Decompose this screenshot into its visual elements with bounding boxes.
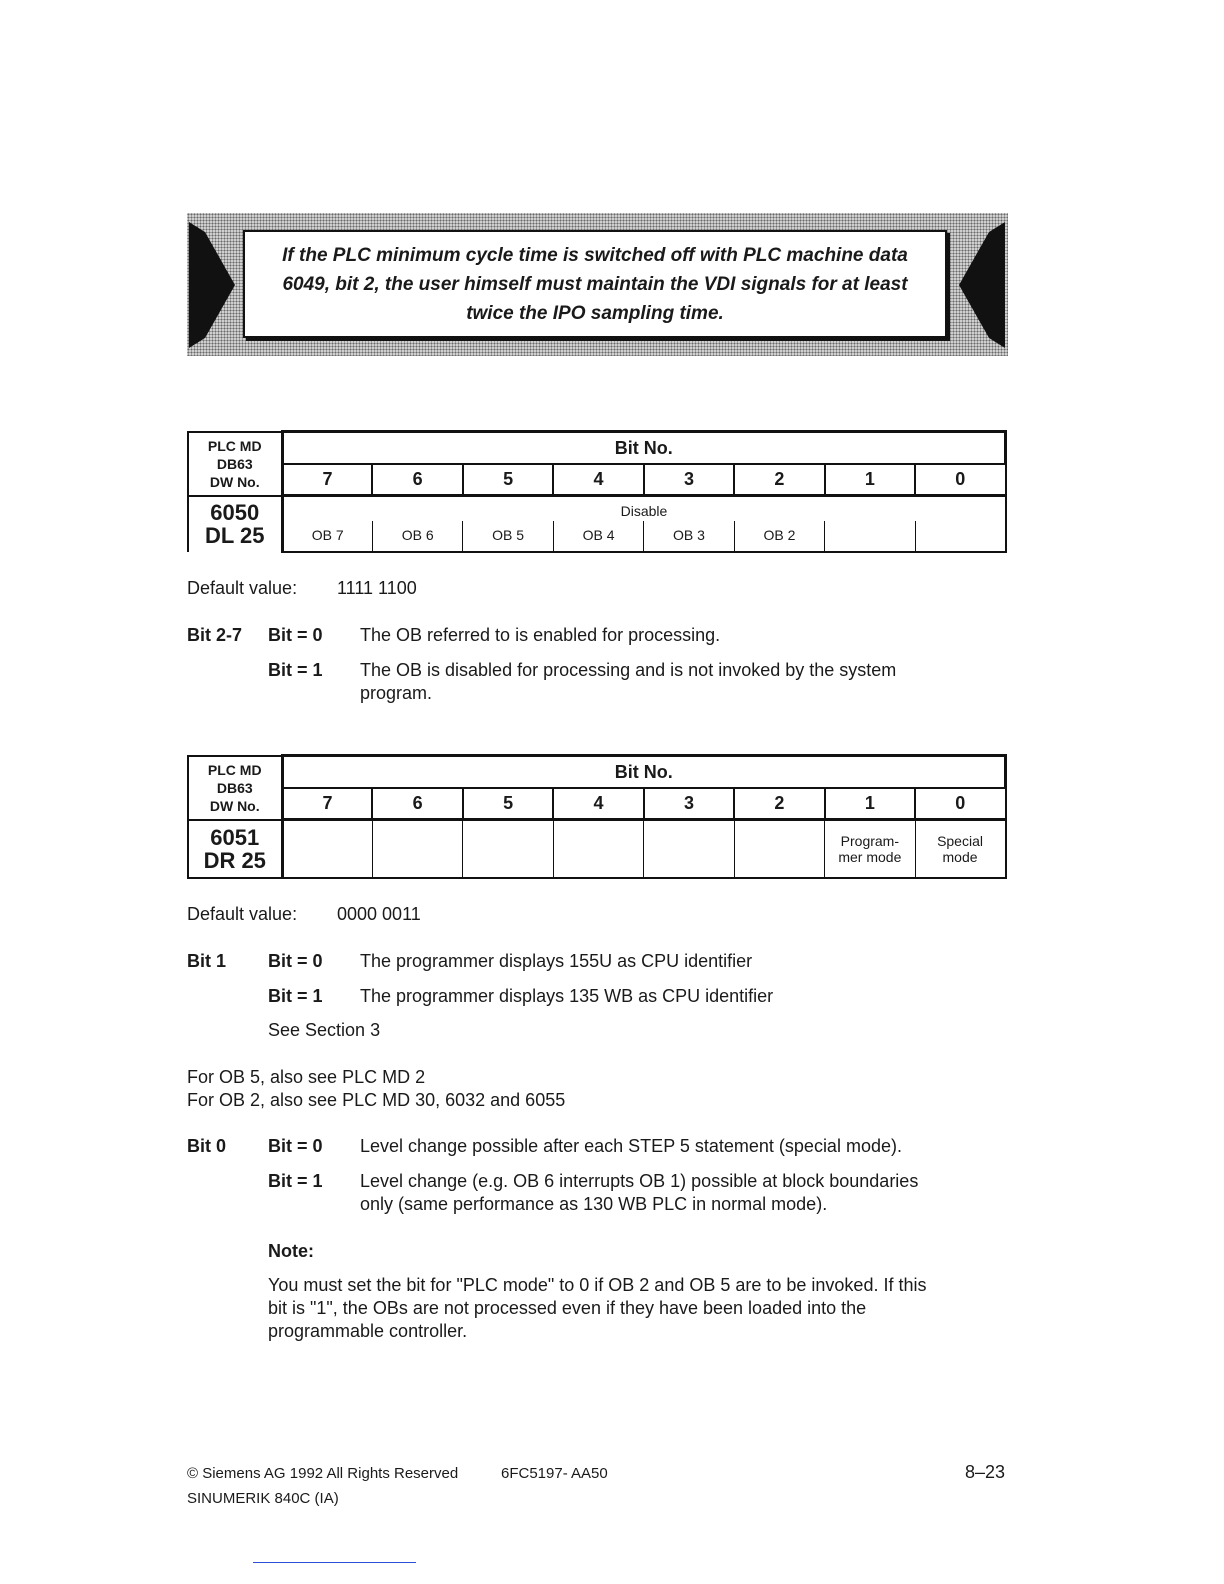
bit-header: 1 [825,464,915,496]
bit-header: 5 [463,464,553,496]
for-ob5-note: For OB 5, also see PLC MD 2 [187,1067,426,1087]
dw-label: DW No. [209,797,260,814]
note-text: programmable controller. [268,1321,468,1341]
md-number: 6051 [210,824,260,850]
plc-md-label: PLC MD [207,761,262,778]
bit-header: 5 [463,788,553,820]
cell-text: mode [942,848,978,865]
arrow-right-icon [189,222,237,348]
plc-md-label: PLC MD [207,437,262,454]
footer-link-line [253,1562,416,1563]
md-number-cell [188,496,282,553]
bit-description: Level change (e.g. OB 6 interrupts OB 1) possible at block boundaries [360,1171,919,1191]
bit-value-label: Bit = 1 [268,1171,323,1191]
bit-cell: OB 5 [463,521,553,552]
cell-text: Program- [840,832,900,849]
bit-description: The programmer displays 155U as CPU identifier [360,951,753,971]
default-value: 1111 1100 [337,578,417,598]
bit-header: 4 [553,788,643,820]
bit-description: The OB referred to is enabled for processing. [360,625,721,645]
bit-header: 3 [644,464,734,496]
bit-value-label: Bit = 1 [268,986,323,1006]
bit-value-label: Bit = 0 [268,951,323,971]
note-label: Note: [268,1241,314,1261]
bit-header: 6 [372,788,462,820]
for-ob2-note: For OB 2, also see PLC MD 30, 6032 and 6055 [187,1090,566,1110]
cell-text: mer mode [838,848,902,865]
bit-description: only (same performance as 130 WB PLC in normal mode). [360,1194,828,1214]
bit-cell [372,820,462,878]
bit-label: Bit 1 [187,951,227,971]
md-number: 6050 [210,500,260,526]
md-number-cell [188,820,282,878]
bit-cell [915,521,1005,552]
bit-header: 0 [915,788,1005,820]
bit-description: The OB is disabled for processing and is not invoked by the system [360,660,897,680]
db-label: DB63 [216,779,253,796]
bit-header: 2 [734,788,824,820]
footer-copyright: © Siemens AG 1992 All Rights Reserved [187,1465,459,1482]
note-text: You must set the bit for "PLC mode" to 0 if OB 2 and OB 5 are to be invoked. If this [268,1275,927,1295]
page-number: 8–23 [965,1462,1006,1482]
bit-header: 7 [282,464,372,496]
bit-cell: OB 7 [282,521,372,552]
bit-header: 4 [553,464,643,496]
bit-cell-programmer-mode [825,820,915,878]
warning-text: If the PLC minimum cycle time is switched off with PLC machine data 6049, bit 2, the user himself must maintain the VDI signals for at least twice the IPO sampling time. [282,244,908,324]
footer-order-number: 6FC5197- AA50 [501,1465,608,1482]
note-text: bit is "1", the OBs are not processed even if they have been loaded into the [268,1298,867,1318]
bit-value-label: Bit = 0 [268,1136,323,1156]
bit-header: 3 [644,788,734,820]
bit-cell: OB 2 [734,521,824,552]
bit-cell [463,820,553,878]
bit-header: 1 [825,788,915,820]
bit-header: 0 [915,464,1005,496]
db-label: DB63 [216,455,253,472]
bit-cell: OB 3 [644,521,734,552]
bit-description: Level change possible after each STEP 5 statement (special mode). [360,1136,902,1156]
bit-cell [553,820,643,878]
footer-product: SINUMERIK 840C (IA) [187,1490,339,1507]
bit-cell [734,820,824,878]
default-label: Default value: [187,904,298,924]
bit-no-header: Bit No. [282,432,1006,465]
disable-label-cell [282,496,1006,522]
see-section: See Section 3 [268,1020,381,1040]
bit-header: 7 [282,788,372,820]
bit-range-label: Bit 2-7 [187,625,243,645]
bit-description: program. [360,683,433,703]
md-header-cell [188,432,282,496]
md-word: DR 25 [203,847,266,873]
bit-no-header: Bit No. [282,756,1006,789]
disable-label: Disable [620,503,668,519]
cell-text: Special [937,832,983,849]
default-label: Default value: [187,578,298,598]
md-6051-table [187,754,1007,879]
bit-cell: OB 4 [553,521,643,552]
bit-cell [825,521,915,552]
bit-cell: OB 6 [372,521,462,552]
md-header-cell [188,756,282,820]
dw-label: DW No. [209,473,260,490]
bit-cell [644,820,734,878]
md-word: DL 25 [204,523,265,549]
default-value: 0000 0011 [337,904,421,924]
md-6050-table [187,430,1007,553]
bit-label: Bit 0 [187,1136,227,1156]
bit-cell-special-mode [915,820,1005,878]
warning-panel [243,230,947,338]
bit-header: 2 [734,464,824,496]
arrow-left-icon [957,222,1005,348]
bit-value-label: Bit = 0 [268,625,323,645]
bit-value-label: Bit = 1 [268,660,323,680]
bit-cell [282,820,372,878]
bit-header: 6 [372,464,462,496]
bit-description: The programmer displays 135 WB as CPU identifier [360,986,774,1006]
